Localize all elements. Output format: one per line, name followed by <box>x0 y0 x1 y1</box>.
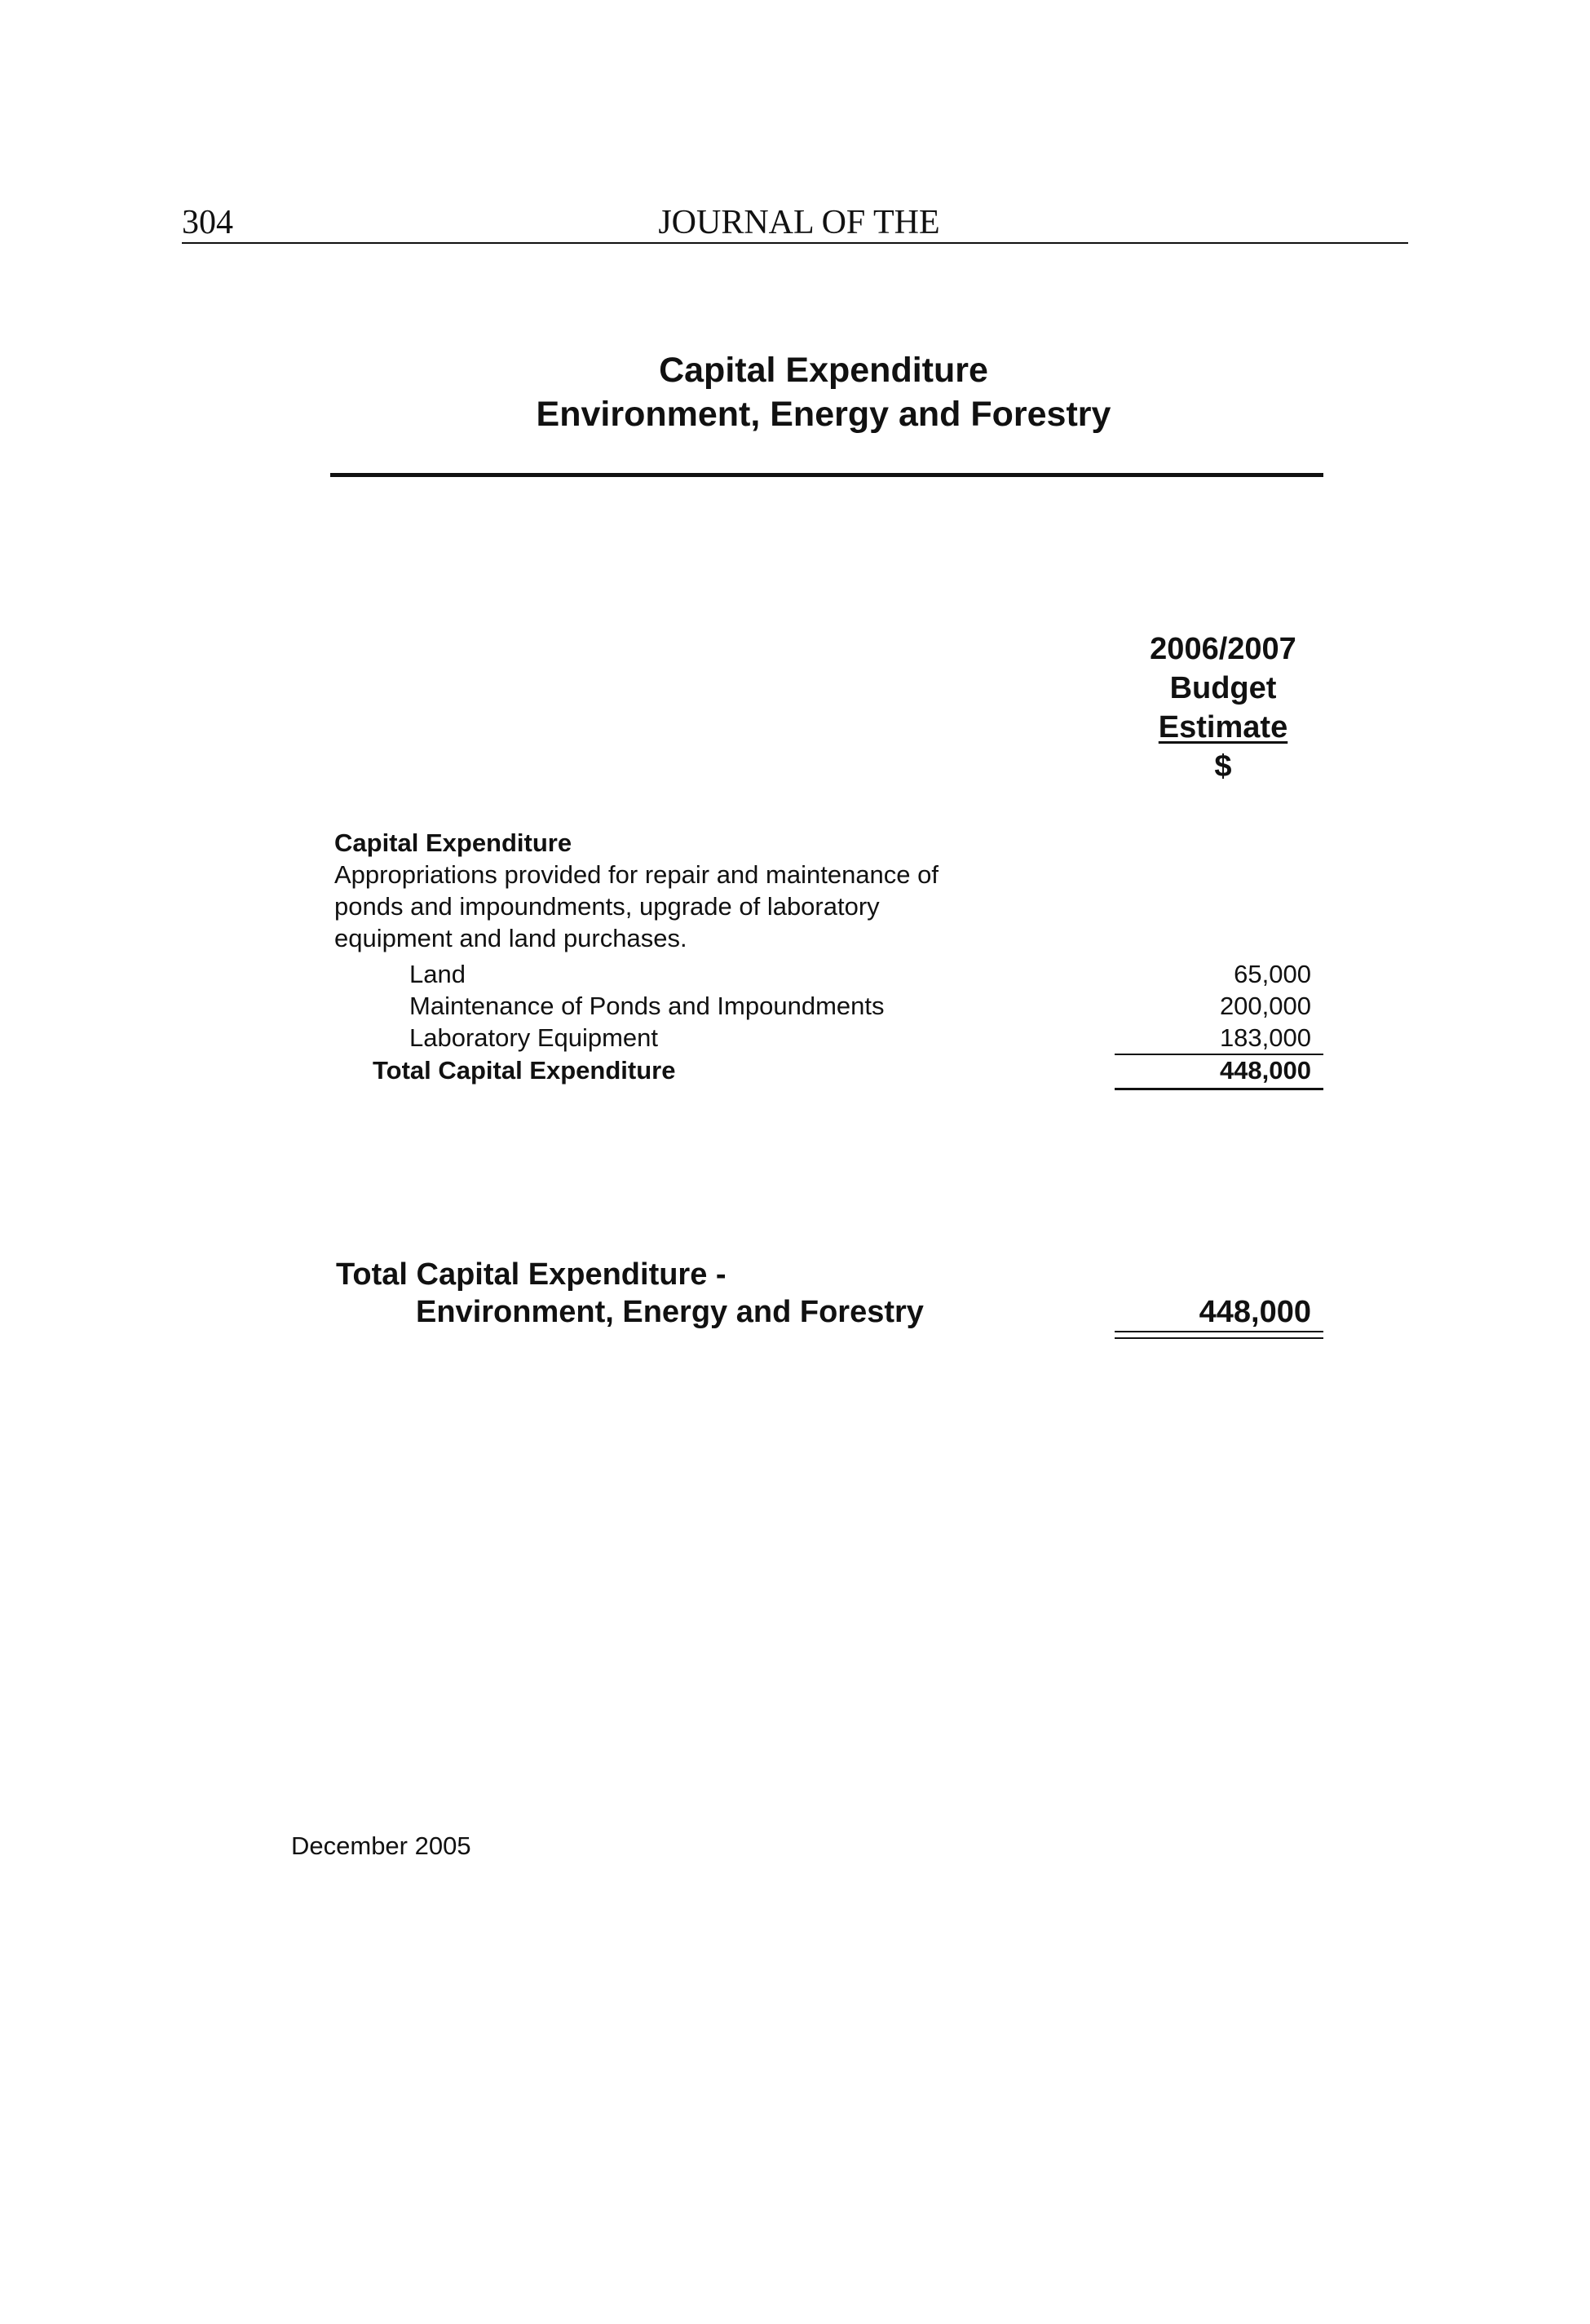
grand-total-amount: 448,000 <box>1199 1295 1311 1329</box>
title-rule <box>330 473 1323 477</box>
grand-total-label-continued: Environment, Energy and Forestry <box>416 1295 924 1329</box>
line-item-label: Maintenance of Ponds and Impoundments <box>409 992 885 1020</box>
column-header-currency: $ <box>1214 749 1232 784</box>
subtotal-amount: 448,000 <box>1219 1056 1311 1085</box>
grand-total-double-rule-bottom <box>1115 1337 1323 1339</box>
column-header-year: 2006/2007 <box>1150 632 1296 666</box>
section-description: Appropriations provided for repair and maintenance of ponds and impoundments, upgrade of laboratory equipment and land purchases. <box>334 860 939 952</box>
line-item-label: Laboratory Equipment <box>409 1023 659 1052</box>
column-header-estimate: Estimate <box>1158 710 1288 744</box>
page-subtitle: Environment, Energy and Forestry <box>536 395 1111 434</box>
line-item-amount: 65,000 <box>1234 960 1311 988</box>
header-rule <box>182 242 1408 244</box>
page-number: 304 <box>182 204 233 241</box>
page-title: Capital Expenditure <box>659 351 988 390</box>
subtotal-rule <box>1115 1088 1323 1090</box>
grand-total-label: Total Capital Expenditure - <box>336 1257 727 1292</box>
line-item-amount: 200,000 <box>1219 992 1311 1020</box>
section-heading: Capital Expenditure <box>334 828 572 857</box>
grand-total-double-rule-top <box>1115 1331 1323 1332</box>
line-item-amount: 183,000 <box>1219 1023 1311 1052</box>
footer-date: December 2005 <box>291 1831 471 1860</box>
column-header-budget: Budget <box>1169 671 1277 705</box>
running-header-title: JOURNAL OF THE <box>658 204 940 241</box>
line-item-label: Land <box>409 960 466 988</box>
subtotal-label: Total Capital Expenditure <box>373 1056 676 1085</box>
